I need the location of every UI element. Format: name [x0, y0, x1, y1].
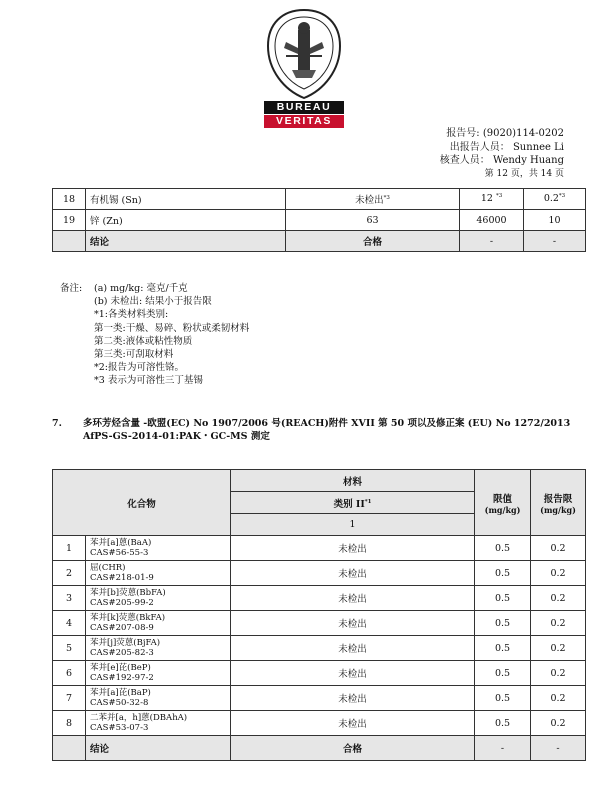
row-number: 3	[53, 586, 86, 611]
row-number: 8	[53, 711, 86, 736]
result-cell: 未检出$^{*3}$	[286, 189, 460, 210]
table-row	[53, 189, 586, 210]
note-line: *3 表示为可溶性三丁基锡	[94, 375, 203, 387]
category-header: 类别 II$^{*1}$	[231, 492, 475, 514]
notes-label: 备注:	[60, 283, 83, 294]
table-row	[53, 661, 586, 686]
table-row	[53, 210, 586, 231]
checker: 核查人员： Wendy Huang	[439, 155, 564, 166]
reporting-limit-header: 报告限 (mg/kg)	[531, 470, 586, 536]
table-row	[53, 686, 586, 711]
substance-name: 锌 (Zn)	[86, 210, 286, 231]
note-line: 第二类:液体或粘性物质	[94, 335, 193, 347]
reporter: 出报告人员： Sunnee Li	[449, 141, 564, 153]
result-cell: 未检出	[231, 661, 475, 686]
reporting-limit-cell: 0.2	[531, 711, 586, 736]
material-header: 材料	[231, 470, 475, 492]
conclusion-label: 结论	[86, 231, 286, 252]
compound-cell: 苯并[j]荧蒽(BjFA) CAS#205-82-3	[86, 636, 231, 661]
conclusion-limit: -	[475, 736, 531, 761]
table-row	[53, 536, 586, 561]
compound-cell: 苯并[k]荧蒽(BkFA) CAS#207-08-9	[86, 611, 231, 636]
result-cell: 未检出	[231, 686, 475, 711]
compound-cell: 苯并[a]芘(BaP) CAS#50-32-8	[86, 686, 231, 711]
row-number: 5	[53, 636, 86, 661]
limit-cell: 0.5	[475, 636, 531, 661]
row-number: 2	[53, 561, 86, 586]
conclusion-label: 结论	[86, 736, 231, 761]
sample-header: 1	[231, 514, 475, 536]
substance-name: 有机锡 (Sn)	[86, 189, 286, 210]
notes	[60, 282, 249, 388]
conclusion-limit: -	[460, 231, 524, 252]
logo-band-veritas: VERITAS	[264, 115, 344, 128]
compound-cell: 苯并[e]芘(BeP) CAS#192-97-2	[86, 661, 231, 686]
limit-cell: 0.5	[475, 686, 531, 711]
note-line: (a) mg/kg: 毫克/千克	[94, 283, 188, 294]
limit-cell: 0.5	[475, 661, 531, 686]
page-number: 第 12 页，共 14 页	[484, 168, 564, 179]
reporting-limit-cell: 0.2	[531, 686, 586, 711]
table-row	[53, 561, 586, 586]
compound-cell: 二苯并[a，h]蒽(DBAhA) CAS#53-07-3	[86, 711, 231, 736]
row-number: 19	[53, 210, 86, 231]
pah-results-table	[52, 469, 586, 761]
result-cell: 未检出	[231, 636, 475, 661]
table-row	[53, 711, 586, 736]
reporting-limit-cell: 10	[524, 210, 586, 231]
logo-band-bureau: BUREAU	[264, 101, 344, 114]
reporting-limit-cell: 0.2	[531, 636, 586, 661]
section-heading	[52, 417, 585, 447]
conclusion-rl: -	[531, 736, 586, 761]
report-header	[440, 127, 564, 181]
limit-cell: 0.5	[475, 561, 531, 586]
reporting-limit-cell: 0.2	[531, 661, 586, 686]
limit-cell: 0.5	[475, 611, 531, 636]
metals-results-table	[52, 188, 586, 252]
compound-header: 化合物	[53, 470, 231, 536]
reporting-limit-cell: 0.2	[531, 536, 586, 561]
table-row	[53, 586, 586, 611]
table-row	[53, 636, 586, 661]
result-cell: 未检出	[231, 561, 475, 586]
reporting-limit-cell: 0.2	[531, 586, 586, 611]
limit-cell: 0.5	[475, 536, 531, 561]
table-row	[53, 611, 586, 636]
result-cell: 未检出	[231, 711, 475, 736]
row-number: 1	[53, 536, 86, 561]
section-number: 7.	[52, 418, 62, 429]
result-cell: 未检出	[231, 536, 475, 561]
bureau-veritas-logo	[264, 8, 344, 130]
limit-cell: 0.5	[475, 586, 531, 611]
limit-cell: 46000	[460, 210, 524, 231]
bureau-veritas-seal-icon	[264, 8, 344, 100]
result-cell: 未检出	[231, 611, 475, 636]
reporting-limit-cell: 0.2$^{*3}$	[524, 189, 586, 210]
section-title: 多环芳烃含量 -欧盟(EC) No 1907/2006 号(REACH)附件 XVII 第 50 项以及修正案 (EU) No 1272/2013 AfPS-GS-2014-01:PAK・GC-MS 测定	[83, 418, 571, 442]
result-cell: 63	[286, 210, 460, 231]
row-number: 6	[53, 661, 86, 686]
conclusion-rl: -	[524, 231, 586, 252]
note-line: (b) 未检出: 结果小于报告限	[94, 296, 212, 308]
limit-cell: 12 $^{*3}$	[460, 189, 524, 210]
compound-cell: 苯并[a]蒽(BaA) CAS#56-55-3	[86, 536, 231, 561]
note-line: *1:各类材料类别:	[94, 309, 169, 321]
note-line: 第三类:可刮取材料	[94, 349, 174, 361]
compound-cell: 苯并[b]荧蒽(BbFA) CAS#205-99-2	[86, 586, 231, 611]
limit-cell: 0.5	[475, 711, 531, 736]
note-line: *2:报告为可溶性铬。	[94, 362, 184, 374]
limit-header: 限值 (mg/kg)	[475, 470, 531, 536]
conclusion-value: 合格	[286, 231, 460, 252]
reporting-limit-cell: 0.2	[531, 561, 586, 586]
conclusion-value: 合格	[231, 736, 475, 761]
row-number: 7	[53, 686, 86, 711]
reporting-limit-cell: 0.2	[531, 611, 586, 636]
row-number: 4	[53, 611, 86, 636]
row-number: 18	[53, 189, 86, 210]
conclusion-row	[53, 231, 586, 252]
report-number: 报告号: (9020)114-0202	[446, 128, 564, 139]
compound-cell: 屈(CHR) CAS#218-01-9	[86, 561, 231, 586]
note-line: 第一类:干燥、易碎、粉状或柔韧材料	[94, 322, 250, 334]
result-cell: 未检出	[231, 586, 475, 611]
conclusion-row	[53, 736, 586, 761]
